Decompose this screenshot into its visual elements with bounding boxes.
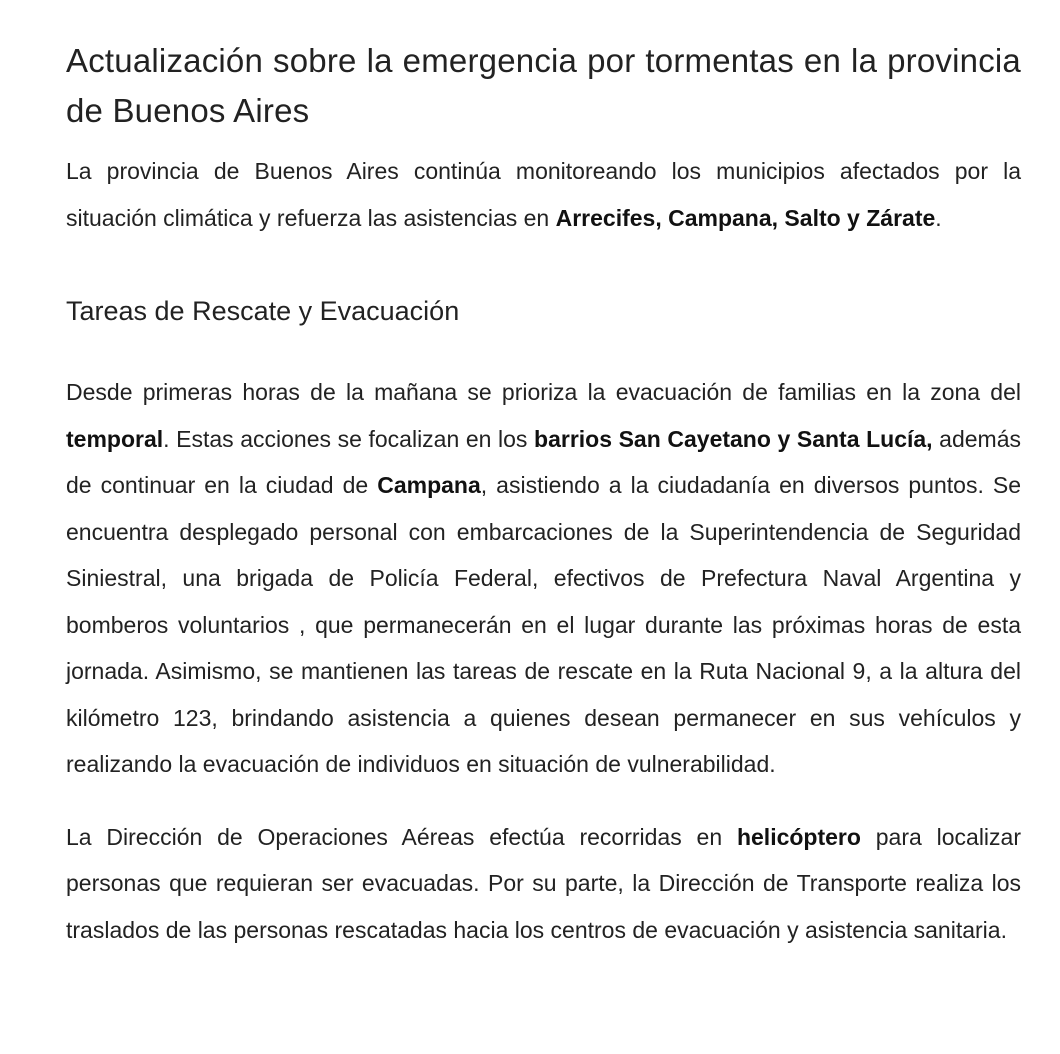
intro-text-end: . [935, 204, 942, 231]
rescue-bold-campana: Campana [377, 472, 481, 498]
intro-paragraph [66, 148, 1021, 241]
article-title: Actualización sobre la emergencia por tormentas en la provincia de Buenos Aires [66, 42, 1021, 129]
rescue-bold-temporal: temporal [66, 425, 164, 452]
aerial-text-2: para localizar personas que requieran ser evacuadas. Por su parte, la Dirección de Transporte realiza los traslados de las personas rescatadas hacia los centros de evacuación y asistencia sanitaria. [66, 823, 1021, 943]
intro-text: La provincia de Buenos Aires continúa monitoreando los municipios afectados por la situación climática y refuerza las asistencias en [66, 158, 1021, 231]
rescue-text-2: . Estas acciones se focalizan en los [163, 425, 535, 452]
rescue-bold-barrios: barrios San Cayetano y Santa Lucía, [534, 425, 933, 452]
intro-bold-municipalities: Arrecifes, Campana, Salto y Zárate [555, 204, 936, 231]
rescue-text-1: Desde primeras horas de la mañana se prioriza la evacuación de familias en la zona del [66, 379, 1021, 405]
rescue-text-4: , asistiendo a la ciudadanía en diversos puntos. Se encuentra desplegado personal con embarcaciones de la Superintendencia de Seguridad Siniestral, una brigada de Policía Federal, efectivos de Prefectura Naval Argentina y bomberos voluntarios , que permanecerán en el lugar durante las próximas horas de esta jornada. Asimismo, se mantienen las tareas de rescate en la Ruta Nacional 9, a la altura del kilómetro 123, brindando asistencia a quienes desean permanecer en sus vehículos y realizando la evacuación de individuos en situación de vulnerabilidad. [66, 472, 1021, 777]
section-heading: Tareas de Rescate y Evacuación [66, 296, 460, 326]
aerial-text-1: La Dirección de Operaciones Aéreas efectúa recorridas en [66, 823, 737, 850]
rescue-text-3: además de continuar en la ciudad de [66, 425, 1021, 498]
article [66, 36, 1021, 953]
aerial-paragraph [66, 814, 1021, 954]
aerial-bold-helicopter: helicóptero [736, 823, 861, 850]
rescue-paragraph [66, 369, 1021, 788]
